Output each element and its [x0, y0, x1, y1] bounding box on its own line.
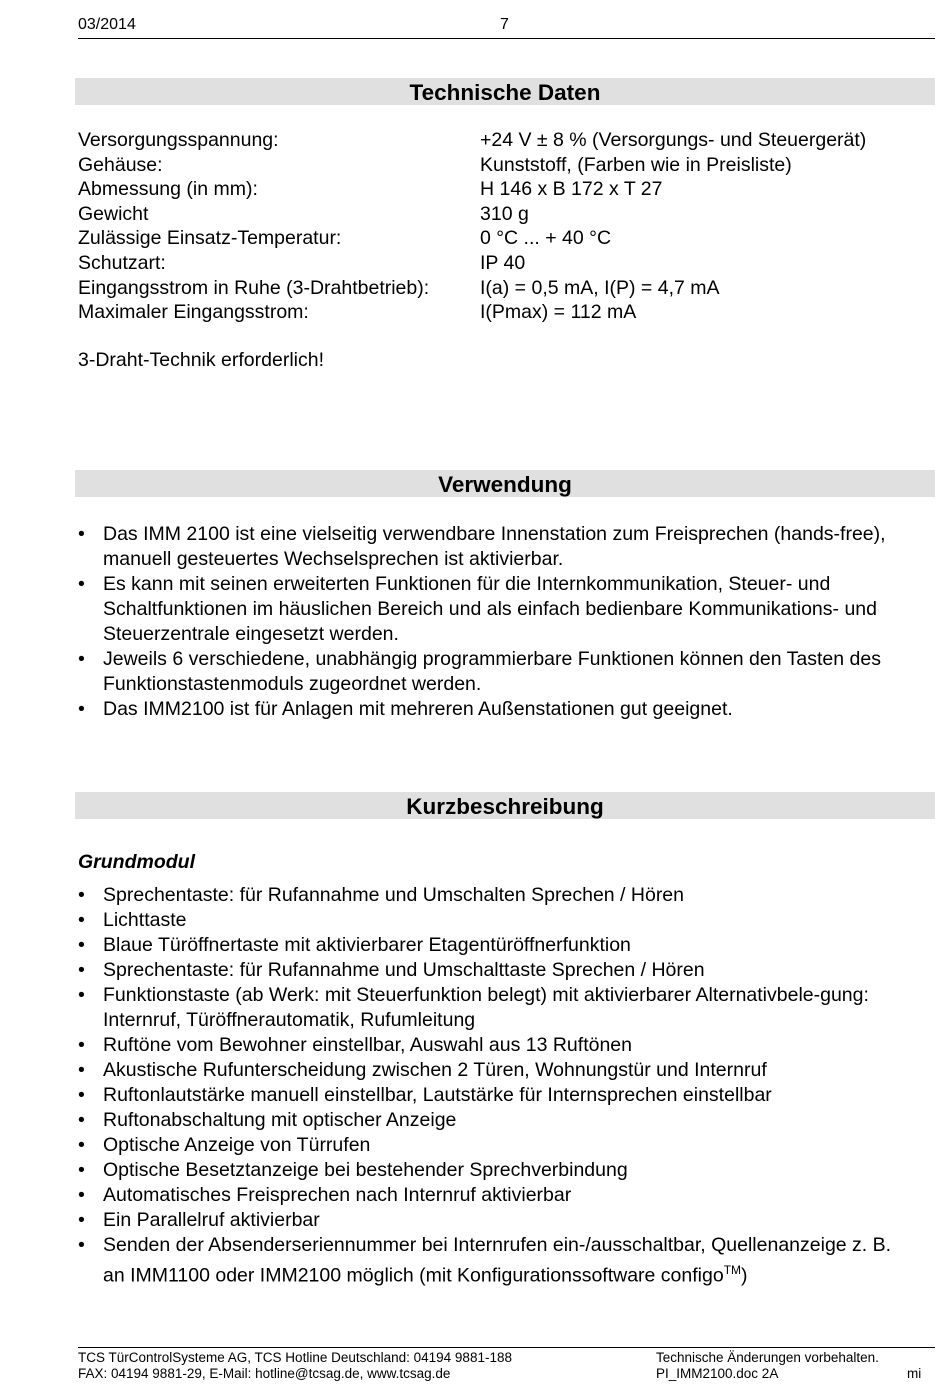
list-item: • Sprechentaste: für Rufannahme und Umschalten Sprechen / Hören [78, 883, 918, 908]
spec-label: Schutzart: [78, 251, 166, 274]
spec-value: 0 °C ... + 40 °C [480, 227, 612, 250]
footer-initials: mi [907, 1365, 922, 1381]
list-item: • Das IMM 2100 ist eine vielseitig verwendbare Innenstation zum Freisprechen (hands-free), manuell gesteuertes Wechselsprechen ist aktivierbar. [78, 522, 918, 572]
spec-label: Zulässige Einsatz-Temperatur: [78, 227, 342, 250]
section-header-kurzbeschreibung [75, 792, 935, 819]
list-item: • Ruftonabschaltung mit optischer Anzeige [78, 1108, 918, 1133]
technik-note: 3-Draht-Technik erforderlich! [78, 349, 325, 371]
spec-label: Maximaler Eingangsstrom: [78, 301, 309, 324]
list-item: • Blaue Türöffnertaste mit aktivierbarer Etagentüröffnerfunktion [78, 933, 918, 958]
section-title-kurzbeschreibung: Kurzbeschreibung [406, 794, 604, 819]
spec-label: Abmessung (in mm): [78, 178, 258, 201]
list-item: • Das IMM2100 ist für Anlagen mit mehreren Außenstationen gut geeignet. [78, 697, 918, 722]
section-title-verwendung: Verwendung [438, 472, 572, 497]
spec-value: 310 g [480, 202, 529, 225]
footer-document-id: PI_IMM2100.doc 2A [656, 1365, 779, 1381]
trademark-superscript: TM [723, 1263, 742, 1277]
header-date: 03/2014 [78, 16, 136, 33]
section-header-verwendung [75, 470, 935, 497]
section-header-technische-daten [75, 78, 935, 105]
page-footer [78, 1347, 935, 1381]
page-number: 7 [500, 16, 509, 33]
page-header [78, 16, 935, 39]
footer-contact: FAX: 04194 9881-29, E-Mail: hotline@tcsag.de, www.tcsag.de [78, 1365, 451, 1381]
footer-disclaimer: Technische Änderungen vorbehalten. [656, 1350, 879, 1365]
subheading-grundmodul: Grundmodul [78, 851, 195, 873]
list-item: • Optische Anzeige von Türrufen [78, 1133, 918, 1158]
spec-value: I(a) = 0,5 mA, I(P) = 4,7 mA [480, 276, 720, 299]
spec-label: Gehäuse: [78, 153, 163, 176]
list-item-text: Senden der Absenderseriennummer bei Internrufen ein-/ausschaltbar, Quellenanzeige z. B. an IMM1100 oder IMM2100 möglich (mit Konfigurationssoftware configo [103, 1234, 892, 1287]
list-item: • Ruftonlautstärke manuell einstellbar, Lautstärke für Internsprechen einstellbar [78, 1083, 918, 1108]
list-item: • Sprechentaste: für Rufannahme und Umschalttaste Sprechen / Hören [78, 958, 918, 983]
footer-company-hotline: TCS TürControlSysteme AG, TCS Hotline Deutschland: 04194 9881-188 [78, 1350, 512, 1365]
list-item: • Jeweils 6 verschiedene, unabhängig programmierbare Funktionen können den Tasten des Funktionstastenmoduls zugeordnet werden. [78, 647, 918, 697]
section-title-technische-daten: Technische Daten [409, 80, 601, 105]
kurzbeschreibung-list [78, 883, 918, 1289]
spec-value: I(Pmax) = 112 mA [480, 301, 637, 324]
spec-label: Gewicht [78, 202, 149, 225]
list-item: • Akustische Rufunterscheidung zwischen 2 Türen, Wohnungstür und Internruf [78, 1058, 918, 1083]
spec-label: Eingangsstrom in Ruhe (3-Drahtbetrieb): [78, 276, 430, 299]
list-item-suffix: ) [741, 1264, 748, 1287]
spec-value: IP 40 [480, 251, 526, 274]
list-item [78, 1233, 918, 1289]
verwendung-list [78, 522, 918, 722]
list-item: • Funktionstaste (ab Werk: mit Steuerfunktion belegt) mit aktivierbarer Alternativbele-gung: Internruf, Türöffnerautomatik, Rufumleitung [78, 983, 918, 1033]
spec-label: Versorgungsspannung: [78, 129, 279, 151]
list-item: • Ein Parallelruf aktivierbar [78, 1208, 918, 1233]
list-item: • Es kann mit seinen erweiterten Funktionen für die Internkommunikation, Steuer- und Schaltfunktionen im häuslichen Bereich und als einfach bedienbare Kommunikations- und Steuerzentrale eingesetzt werden. [78, 572, 918, 647]
list-item: • Ruftöne vom Bewohner einstellbar, Auswahl aus 13 Ruftönen [78, 1033, 918, 1058]
list-item: • Automatisches Freisprechen nach Internruf aktivierbar [78, 1183, 918, 1208]
spec-value: Kunststoff, (Farben wie in Preisliste) [480, 153, 792, 176]
list-item: • Lichttaste [78, 908, 918, 933]
list-item: • Optische Besetztanzeige bei bestehender Sprechverbindung [78, 1158, 918, 1183]
spec-value: H 146 x B 172 x T 27 [480, 178, 663, 201]
spec-value: +24 V ± 8 % (Versorgungs- und Steuergerät) [480, 129, 867, 151]
